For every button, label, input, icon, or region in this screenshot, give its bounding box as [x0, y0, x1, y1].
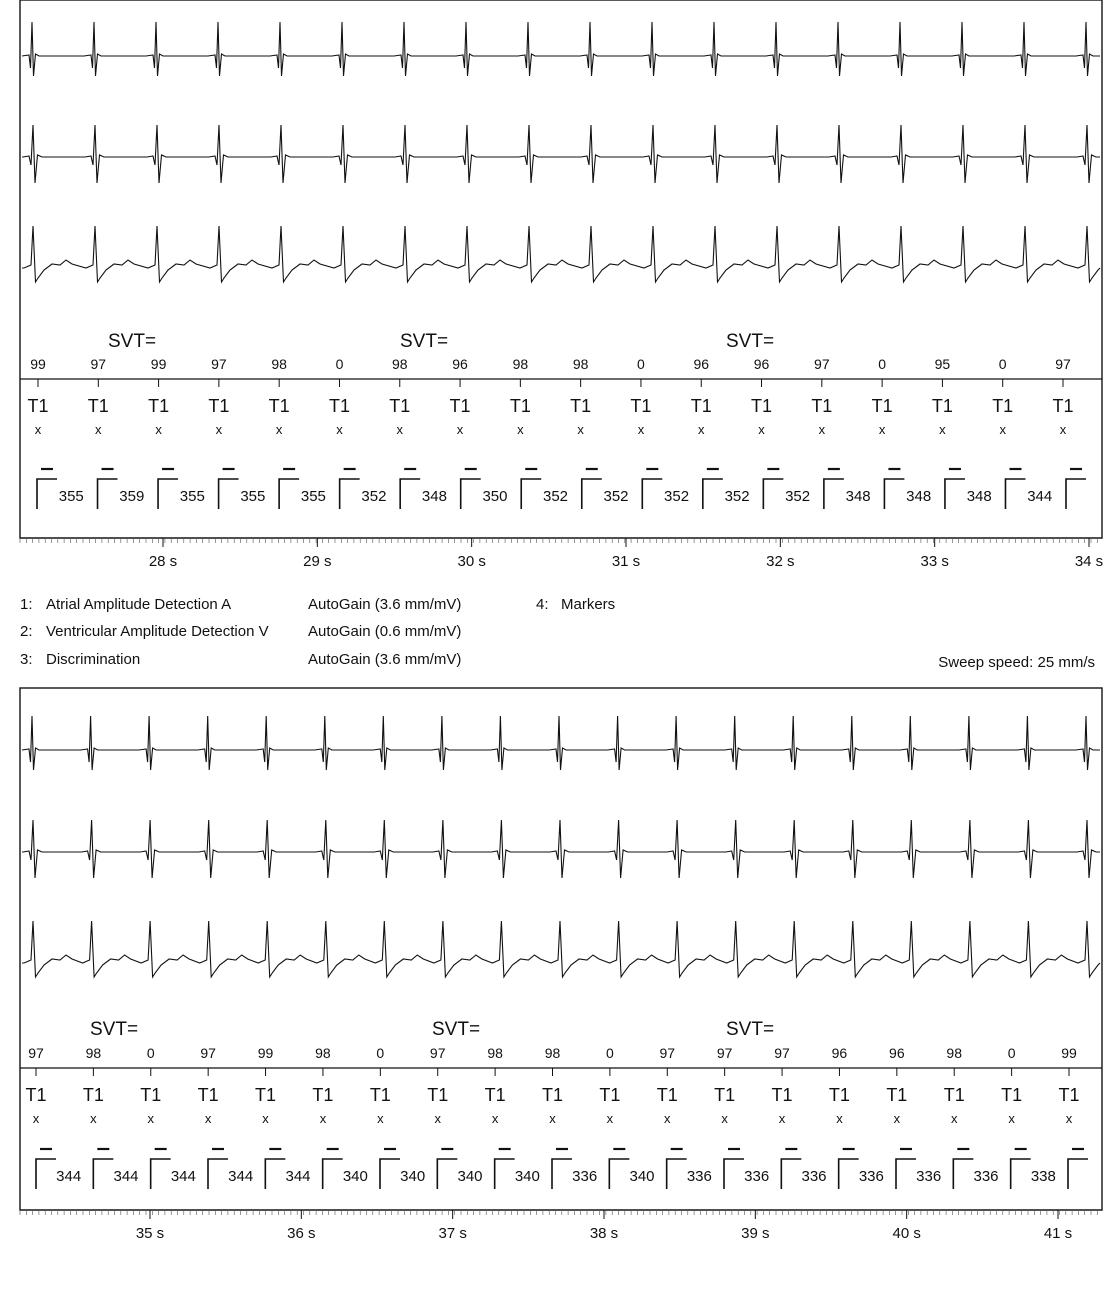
marker-x: x: [434, 1111, 441, 1126]
tachy-marker: T1: [630, 396, 652, 416]
interval-bracket: [896, 1159, 916, 1189]
tachy-marker: T1: [943, 1085, 965, 1105]
time-tick-label: 28 s: [148, 553, 178, 570]
tachy-marker: T1: [811, 396, 833, 416]
match-percentage: 0: [376, 1045, 385, 1061]
ecg-strip-2: [0, 680, 1119, 1270]
interval-value: 336: [858, 1168, 884, 1185]
interval-value: 359: [119, 488, 145, 505]
match-percentage: 98: [512, 356, 529, 372]
interval-value: 344: [170, 1168, 196, 1185]
discrimination-trace: [22, 921, 1100, 977]
marker-x: x: [697, 422, 705, 437]
interval-bracket: [642, 479, 662, 509]
tachy-marker: T1: [484, 1085, 506, 1105]
time-tick-label: 32 s: [766, 553, 795, 570]
interval-bracket: [98, 479, 118, 509]
svt-label: SVT=: [726, 1019, 775, 1040]
tachy-marker: T1: [197, 1085, 219, 1105]
interval-value: 348: [421, 488, 447, 505]
marker-x: x: [517, 422, 524, 437]
marker-x: x: [275, 422, 283, 437]
svt-label: SVT=: [400, 331, 449, 352]
marker-x: x: [878, 422, 886, 437]
marker-x: x: [664, 1111, 671, 1126]
interval-bracket: [400, 479, 420, 509]
match-percentage: 97: [716, 1045, 733, 1061]
marker-x: x: [1059, 422, 1067, 437]
ecg-strip-1: [0, 0, 1119, 580]
interval-bracket: [763, 479, 783, 509]
interval-value: 350: [482, 488, 508, 505]
tachy-marker: T1: [751, 396, 773, 416]
match-percentage: 0: [1007, 1045, 1016, 1061]
legend-channel-number: 1:: [20, 596, 33, 613]
match-percentage: 0: [878, 356, 887, 372]
match-percentage: 97: [28, 1045, 44, 1061]
marker-x: x: [637, 422, 645, 437]
discrimination-trace: [22, 226, 1100, 282]
match-percentage: 96: [693, 356, 710, 372]
marker-x: x: [606, 1111, 614, 1126]
interval-value: 352: [664, 488, 690, 505]
interval-bracket: [380, 1159, 400, 1189]
marker-x: x: [999, 422, 1006, 437]
time-tick-label: 36 s: [287, 1225, 316, 1242]
match-percentage: 98: [946, 1045, 963, 1061]
tachy-marker: T1: [25, 1085, 47, 1105]
interval-bracket: [839, 1159, 859, 1189]
interval-bracket: [582, 479, 602, 509]
match-percentage: 98: [572, 356, 589, 372]
marker-x: x: [377, 1111, 384, 1126]
time-tick-label: 33 s: [920, 553, 949, 570]
atrial-trace: [22, 22, 1100, 76]
legend-channel-name: Ventricular Amplitude Detection V: [46, 623, 269, 640]
ventricular-trace: [22, 820, 1100, 878]
interval-value: 352: [603, 488, 629, 505]
marker-x: x: [950, 1111, 958, 1126]
tachy-marker: T1: [992, 396, 1014, 416]
tachy-marker: T1: [369, 1085, 391, 1105]
tachy-marker: T1: [328, 396, 350, 416]
match-percentage: 95: [934, 356, 951, 372]
time-tick-label: 38 s: [589, 1225, 619, 1242]
interval-bracket: [36, 1159, 56, 1189]
interval-value: 340: [342, 1168, 368, 1185]
interval-value: 344: [113, 1168, 139, 1185]
marker-x: x: [32, 1111, 40, 1126]
match-percentage: 99: [1061, 1045, 1077, 1061]
interval-bracket: [884, 479, 904, 509]
marker-x: x: [491, 1111, 499, 1126]
match-percentage: 98: [315, 1045, 331, 1061]
marker-x: x: [262, 1111, 269, 1126]
tachy-marker: T1: [656, 1085, 678, 1105]
atrial-trace: [22, 716, 1100, 770]
tachy-marker: T1: [828, 1085, 850, 1105]
match-percentage: 98: [544, 1045, 561, 1061]
interval-bracket: [208, 1159, 228, 1189]
interval-value: 352: [724, 488, 750, 505]
interval-value: 355: [58, 488, 84, 505]
interval-bracket: [1068, 1159, 1088, 1189]
time-tick-label: 39 s: [741, 1225, 770, 1242]
interval-value: 348: [966, 488, 992, 505]
tachy-marker: T1: [268, 396, 290, 416]
tachy-marker: T1: [931, 396, 953, 416]
interval-bracket: [265, 1159, 285, 1189]
match-percentage: 97: [200, 1045, 216, 1061]
interval-value: 336: [916, 1168, 942, 1185]
interval-value: 336: [572, 1168, 598, 1185]
marker-x: x: [147, 1111, 155, 1126]
marker-x: x: [336, 422, 343, 437]
marker-x: x: [204, 1111, 212, 1126]
match-percentage: 97: [211, 356, 227, 372]
match-percentage: 98: [391, 356, 408, 372]
match-percentage: 96: [452, 356, 468, 372]
match-percentage: 0: [335, 356, 344, 372]
match-percentage: 99: [257, 1045, 274, 1061]
marker-x: x: [215, 422, 223, 437]
tachy-marker: T1: [541, 1085, 564, 1105]
interval-bracket: [437, 1159, 457, 1189]
interval-value: 348: [845, 488, 871, 505]
time-tick-label: 35 s: [135, 1225, 165, 1242]
match-percentage: 96: [831, 1045, 848, 1061]
match-percentage: 96: [753, 356, 770, 372]
tachy-marker: T1: [82, 1085, 104, 1105]
interval-bracket: [495, 1159, 515, 1189]
interval-value: 336: [973, 1168, 999, 1185]
interval-bracket: [724, 1159, 744, 1189]
interval-bracket: [1011, 1159, 1031, 1189]
marker-x: x: [836, 1111, 843, 1126]
tachy-marker: T1: [1052, 396, 1074, 416]
time-tick-label: 41 s: [1043, 1225, 1073, 1242]
match-percentage: 97: [814, 356, 830, 372]
marker-x: x: [549, 1111, 556, 1126]
interval-value: 336: [744, 1168, 770, 1185]
tachy-marker: T1: [449, 396, 471, 416]
match-percentage: 98: [85, 1045, 102, 1061]
interval-bracket: [279, 479, 299, 509]
tachy-marker: T1: [389, 396, 411, 416]
marker-x: x: [34, 422, 42, 437]
interval-value: 336: [686, 1168, 712, 1185]
interval-value: 344: [228, 1168, 254, 1185]
interval-value: 340: [629, 1168, 655, 1185]
tachy-marker: T1: [570, 396, 592, 416]
legend-channel-name: Markers: [561, 596, 616, 613]
legend-channel-name: Atrial Amplitude Detection A: [46, 596, 232, 613]
tachy-marker: T1: [255, 1085, 277, 1105]
tachy-marker: T1: [871, 396, 893, 416]
interval-bracket: [781, 1159, 801, 1189]
interval-bracket: [824, 479, 844, 509]
interval-bracket: [158, 479, 178, 509]
tachy-marker: T1: [87, 396, 109, 416]
tachy-marker: T1: [771, 1085, 793, 1105]
tachy-marker: T1: [886, 1085, 908, 1105]
interval-value: 352: [361, 488, 387, 505]
strip-content: [20, 0, 1103, 570]
sweep-speed-value: 25 mm/s: [1037, 654, 1095, 671]
svt-label: SVT=: [432, 1019, 481, 1040]
tachy-marker: T1: [1001, 1085, 1023, 1105]
interval-bracket: [703, 479, 723, 509]
marker-x: x: [95, 422, 102, 437]
match-percentage: 97: [90, 356, 107, 372]
interval-bracket: [945, 479, 965, 509]
marker-x: x: [1065, 1111, 1073, 1126]
interval-value: 348: [906, 488, 932, 505]
legend-channel-number: 4:: [536, 596, 549, 613]
interval-value: 340: [514, 1168, 540, 1185]
sweep-speed: [938, 654, 1095, 671]
interval-bracket: [1066, 479, 1086, 509]
match-percentage: 99: [30, 356, 46, 372]
marker-x: x: [893, 1111, 901, 1126]
interval-value: 344: [285, 1168, 311, 1185]
interval-bracket: [1005, 479, 1025, 509]
tachy-marker: T1: [1058, 1085, 1080, 1105]
match-percentage: 96: [889, 1045, 905, 1061]
marker-x: x: [90, 1111, 97, 1126]
interval-bracket: [93, 1159, 113, 1189]
tachy-marker: T1: [690, 396, 712, 416]
match-percentage: 98: [487, 1045, 503, 1061]
tachy-marker: T1: [599, 1085, 621, 1105]
ventricular-trace: [22, 125, 1100, 183]
interval-value: 344: [56, 1168, 82, 1185]
interval-value: 338: [1030, 1168, 1056, 1185]
tachy-marker: T1: [140, 1085, 162, 1105]
match-percentage: 97: [659, 1045, 676, 1061]
svt-label: SVT=: [108, 331, 157, 352]
interval-bracket: [667, 1159, 687, 1189]
interval-bracket: [37, 479, 57, 509]
match-percentage: 0: [998, 356, 1007, 372]
time-tick-label: 40 s: [892, 1225, 921, 1242]
interval-bracket: [340, 479, 360, 509]
time-tick-label: 31 s: [611, 553, 641, 570]
interval-value: 355: [300, 488, 326, 505]
tachy-marker: T1: [312, 1085, 334, 1105]
interval-value: 336: [801, 1168, 827, 1185]
interval-value: 355: [240, 488, 266, 505]
strip-border: [20, 0, 1102, 538]
marker-x: x: [818, 422, 826, 437]
svt-label: SVT=: [90, 1019, 139, 1040]
time-tick-label: 30 s: [457, 553, 486, 570]
time-tick-label: 34 s: [1074, 553, 1104, 570]
time-tick-label: 37 s: [438, 1225, 467, 1242]
time-tick-label: 29 s: [303, 553, 332, 570]
tachy-marker: T1: [427, 1085, 449, 1105]
legend-channel-number: 3:: [20, 651, 33, 668]
tachy-marker: T1: [148, 396, 170, 416]
legend-channel-gain: AutoGain (3.6 mm/mV): [308, 651, 462, 668]
interval-bracket: [323, 1159, 343, 1189]
interval-value: 352: [785, 488, 811, 505]
sweep-speed-label: Sweep speed:: [938, 654, 1034, 671]
interval-bracket: [609, 1159, 629, 1189]
match-percentage: 97: [774, 1045, 790, 1061]
interval-value: 344: [1027, 488, 1053, 505]
marker-x: x: [577, 422, 584, 437]
interval-value: 340: [400, 1168, 426, 1185]
match-percentage: 99: [150, 356, 167, 372]
marker-x: x: [758, 422, 765, 437]
interval-bracket: [461, 479, 481, 509]
svt-label: SVT=: [726, 331, 775, 352]
marker-x: x: [155, 422, 162, 437]
marker-x: x: [396, 422, 404, 437]
marker-x: x: [456, 422, 464, 437]
interval-value: 355: [179, 488, 205, 505]
strip-content: [20, 688, 1102, 1242]
tachy-marker: T1: [208, 396, 230, 416]
marker-x: x: [778, 1111, 786, 1126]
interval-bracket: [521, 479, 541, 509]
interval-bracket: [151, 1159, 171, 1189]
tachy-marker: T1: [27, 396, 49, 416]
match-percentage: 0: [146, 1045, 155, 1061]
marker-x: x: [939, 422, 946, 437]
match-percentage: 0: [637, 356, 645, 372]
match-percentage: 97: [429, 1045, 446, 1061]
match-percentage: 97: [1055, 356, 1071, 372]
interval-value: 352: [542, 488, 569, 505]
legend-channel-gain: AutoGain (3.6 mm/mV): [308, 596, 462, 613]
marker-x: x: [1008, 1111, 1015, 1126]
match-percentage: 0: [605, 1045, 614, 1061]
tachy-marker: T1: [714, 1085, 736, 1105]
tachy-marker: T1: [509, 396, 531, 416]
legend-channel-number: 2:: [20, 623, 33, 640]
marker-x: x: [319, 1111, 327, 1126]
interval-value: 340: [457, 1168, 483, 1185]
match-percentage: 98: [271, 356, 287, 372]
interval-bracket: [219, 479, 239, 509]
legend-channel-gain: AutoGain (0.6 mm/mV): [308, 623, 462, 640]
interval-bracket: [552, 1159, 572, 1189]
interval-bracket: [953, 1159, 973, 1189]
marker-x: x: [721, 1111, 728, 1126]
legend-channel-name: Discrimination: [46, 651, 141, 668]
